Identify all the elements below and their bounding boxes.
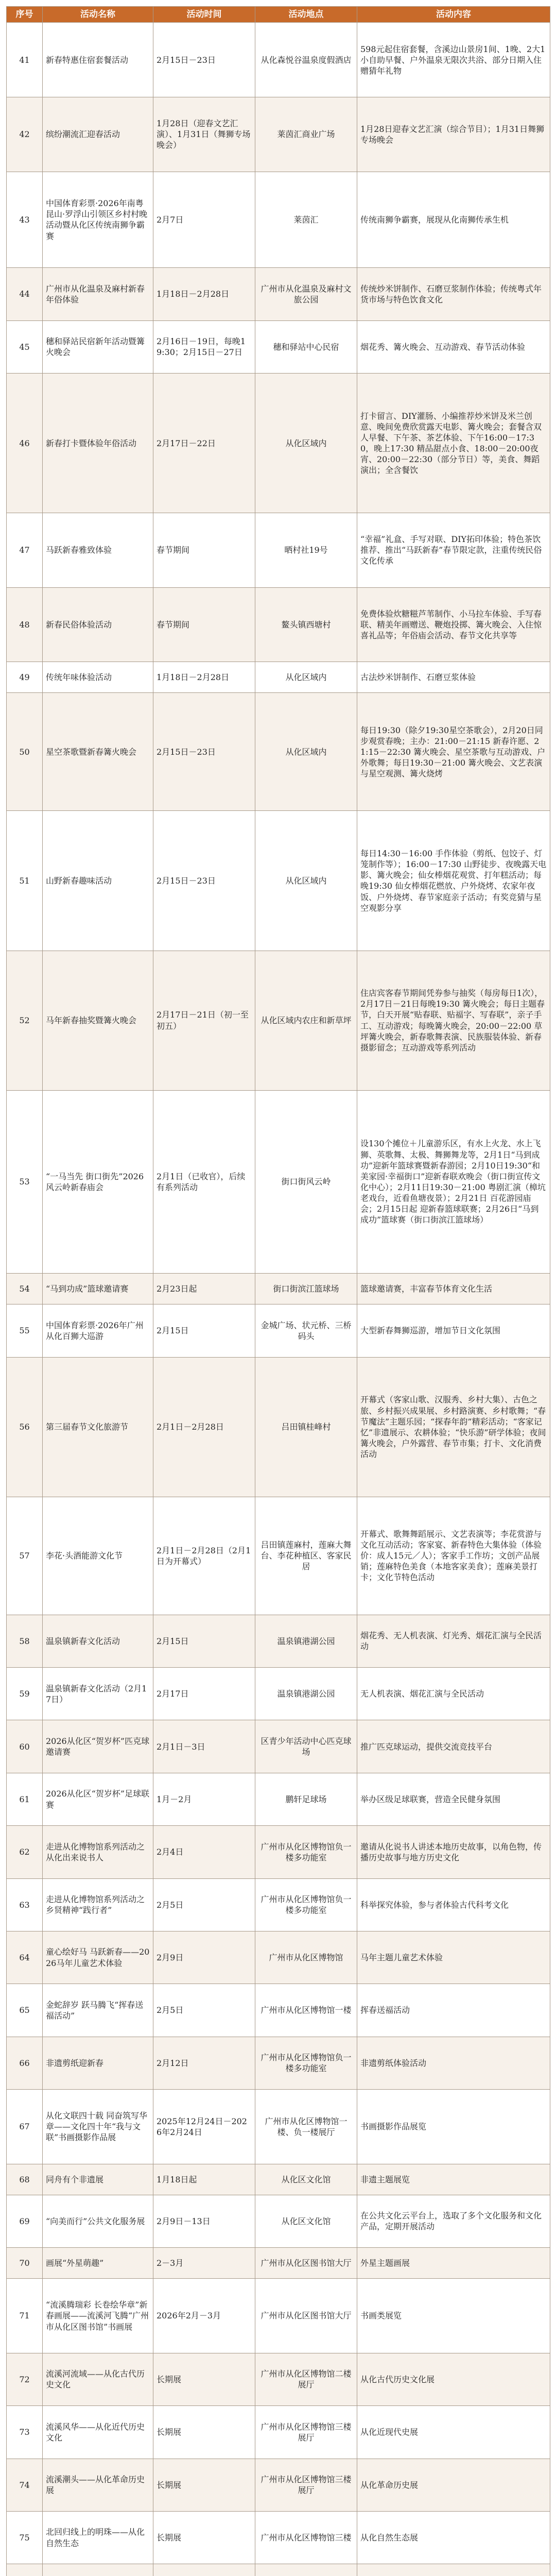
cell-activity-place: 温泉镇港湖公园	[255, 1668, 357, 1720]
cell-activity-name	[43, 2564, 153, 2576]
table-row	[7, 811, 550, 951]
cell-activity-place: 广州市从化区博物馆一楼、负一楼展厅	[255, 2089, 357, 2164]
cell-activity-place: 温泉镇港湖公园	[255, 1615, 357, 1667]
table-row	[7, 1720, 550, 1773]
cell-activity-place: 街口街滨江篮球场	[255, 1274, 357, 1304]
cell-activity-name: 从化文联四十载 同奋筑写华章——文化四十年“我与文联”书画摄影作品展	[43, 2089, 153, 2164]
cell-no	[7, 2564, 43, 2576]
cell-no: 50	[7, 693, 43, 811]
cell-no: 44	[7, 268, 43, 320]
table-row	[7, 97, 550, 172]
cell-activity-content: 推广匹克球运动，提供交流竞技平台	[357, 1720, 550, 1773]
table-row	[7, 1304, 550, 1357]
cell-activity-place: 广州市从化区博物馆负一楼多功能室	[255, 1878, 357, 1931]
cell-activity-time: 2月5日	[153, 1878, 255, 1931]
cell-activity-place: 鹏轩足球场	[255, 1773, 357, 1825]
cell-activity-time: 2月23日起	[153, 1274, 255, 1304]
cell-activity-time: 2月15日	[153, 1615, 255, 1667]
cell-activity-content: 打卡留言、DIY灌肠、小编推荐炒米饼及米兰创意、晚间免费欣赏露天电影、篝火晚会；套餐含双人早餐、下午茶、茶艺体验、下午16:00－17:30，晚上17:30 精品甜点小食、18:00－20:00夜宵、20:00－22:30（部分节日）等，美食、舞蹈演出；全含餐饮	[357, 374, 550, 513]
cell-activity-place: 晒村社19号	[255, 513, 357, 588]
cell-no: 45	[7, 320, 43, 373]
cell-activity-place: 从化区文化馆	[255, 2195, 357, 2247]
cell-no: 63	[7, 1878, 43, 1931]
cell-activity-name: 新春民俗体验活动	[43, 587, 153, 662]
cell-activity-content: 科举探究体验，参与者体验古代科考文化	[357, 1878, 550, 1931]
cell-no: 55	[7, 1304, 43, 1357]
cell-activity-content: 住店宾客春节期间凭券参与抽奖（每房每日1次），2月17日－21日每晚19:30 篝火晚会；每日主题春节，白天开展“贴春联、贴福字、写春联”，亲子手工、互动游戏；每晚篝火晚会，20:00－22:00 草坪篝火晚会，新春歌舞表演、民族服装体验、新春摄影留念；互动游戏等系列活动	[357, 951, 550, 1090]
cell-activity-name: 新春特惠住宿套餐活动	[43, 23, 153, 97]
cell-activity-content: 598元起住宿套餐，含溪边山景房1间、1晚、2大1小自助早餐、户外温泉无限次共浴、部分日期入住赠猜年礼物	[357, 23, 550, 97]
cell-no: 62	[7, 1826, 43, 1878]
table-row	[7, 320, 550, 373]
cell-activity-time: 2月15日－23日	[153, 811, 255, 951]
cell-no: 73	[7, 2406, 43, 2459]
cell-activity-name: 中国体育彩票·2026年广州从化百狮大巡游	[43, 1304, 153, 1357]
cell-no: 64	[7, 1931, 43, 1984]
cell-activity-name: 流溪风华——从化近代历史文化	[43, 2406, 153, 2459]
table-row	[7, 662, 550, 693]
cell-activity-name: “马到功成”篮球邀请赛	[43, 1274, 153, 1304]
header-name: 活动名称	[43, 7, 153, 23]
cell-activity-place: 吕田镇桂峰村	[255, 1357, 357, 1497]
cell-activity-name: “一马当先 街口街先”2026风云岭新春庙会	[43, 1090, 153, 1274]
table-row	[7, 1357, 550, 1497]
cell-no: 43	[7, 172, 43, 268]
cell-no: 65	[7, 1984, 43, 2037]
cell-activity-place: 区青少年活动中心匹克球场	[255, 1720, 357, 1773]
cell-activity-name: 李花·头酒能游文化节	[43, 1497, 153, 1615]
cell-activity-time: 1月－2月	[153, 1773, 255, 1825]
table-row	[7, 2037, 550, 2089]
cell-activity-content: 外星主题画展	[357, 2248, 550, 2279]
table-row	[7, 1773, 550, 1825]
cell-activity-place: 从化森悦谷温泉度假酒店	[255, 23, 357, 97]
cell-activity-place: 街口街风云岭	[255, 1090, 357, 1274]
cell-activity-name: 2026从化区“贺岁杯”匹克球邀请赛	[43, 1720, 153, 1773]
cell-activity-content: 每日19:30（除夕19:30星空茶歌会），2月20日同步观赏春晚；主办：21:00－21:15 新春许愿、21:15－22:30 篝火晚会、星空茶歌与互动游戏、户外歌舞；每日19:30－21:00 篝火晚会、文艺表演与星空观测、篝火烧烤	[357, 693, 550, 811]
cell-activity-name: 流溪潮头——从化革命历史展	[43, 2459, 153, 2511]
cell-activity-time: 长期展	[153, 2406, 255, 2459]
cell-activity-time: 2月17日	[153, 1668, 255, 1720]
cell-activity-time: 2月17日－22日	[153, 374, 255, 513]
cell-activity-place: 广州市从化区博物馆负一楼多功能室	[255, 1826, 357, 1878]
cell-activity-time: 2月15日－23日	[153, 23, 255, 97]
cell-no: 70	[7, 2248, 43, 2279]
cell-no: 74	[7, 2459, 43, 2511]
cell-no: 42	[7, 97, 43, 172]
table-row	[7, 1878, 550, 1931]
table-row	[7, 172, 550, 268]
cell-activity-place: 广州市从化区博物馆三楼展厅	[255, 2406, 357, 2459]
cell-activity-time	[153, 2564, 255, 2576]
cell-activity-name: 马年新春抽奖暨篝火晚会	[43, 951, 153, 1090]
cell-activity-place: 广州市从化区博物馆二楼展厅	[255, 2353, 357, 2405]
cell-activity-place: 广州市从化区博物馆三楼展厅	[255, 2459, 357, 2511]
table-row	[7, 2406, 550, 2459]
cell-activity-content: 马年主题儿童艺术体验	[357, 1931, 550, 1984]
cell-no: 57	[7, 1497, 43, 1615]
cell-activity-time: 2025年12月24日－2026年2月24日	[153, 2089, 255, 2164]
table-row	[7, 2564, 550, 2576]
cell-activity-place: 莱茵汇商业广场	[255, 97, 357, 172]
cell-activity-place: 穗和驿站中心民宿	[255, 320, 357, 373]
cell-activity-name: 第三届春节文化旅游节	[43, 1357, 153, 1497]
table-row	[7, 587, 550, 662]
cell-activity-time: 2月1日（已收官），后续有系列活动	[153, 1090, 255, 1274]
header-place: 活动地点	[255, 7, 357, 23]
cell-activity-place: 从化区域内	[255, 662, 357, 693]
cell-activity-content: 传统炒米饼制作、石磨豆浆制作体验；传统粤式年货市场与特色饮食文化	[357, 268, 550, 320]
table-row	[7, 1984, 550, 2037]
cell-activity-name: 流溪河流域——从化古代历史文化	[43, 2353, 153, 2405]
cell-activity-place: 从化区域内	[255, 693, 357, 811]
cell-no: 47	[7, 513, 43, 588]
cell-no: 48	[7, 587, 43, 662]
table-row	[7, 268, 550, 320]
cell-activity-content: 挥春送福活动	[357, 1984, 550, 2037]
cell-activity-content: 非遗剪纸体验活动	[357, 2037, 550, 2089]
cell-activity-name: “流溪腾瑞彩 长卷绘华章”新春画展——流溪河飞腾“广州市从化区图书馆”书画展	[43, 2279, 153, 2353]
cell-activity-content: 从化古代历史文化展	[357, 2353, 550, 2405]
cell-activity-name: 广州市从化温泉及麻村新春年俗体验	[43, 268, 153, 320]
cell-activity-content: 设130个摊位＋儿童游乐区，有水上火龙、水上飞狮、英歌舞、太极、舞狮舞龙等，2月1日“马到成功”迎新年篮球赛暨新春游园；2月10日19:30“和美家园·幸福街口”迎新春联欢晚会（街口街宣传文化中心）；2月11日19:30－21:00 粤剧汇演（樟坑老戏台，近看鱼塘夜景）；2月21日 百花游园庙会；2月15日起 迎新春篮球联赛；2月26日“马到成功”篮球赛（街口街滨江篮球场）	[357, 1090, 550, 1274]
cell-no: 51	[7, 811, 43, 951]
cell-activity-time: 2月1日－2月28日	[153, 1357, 255, 1497]
cell-activity-content: 在公共文化云平台上，选取了多个文化服务和文化产品，定期开展活动	[357, 2195, 550, 2247]
cell-activity-name: 温泉镇新春文化活动	[43, 1615, 153, 1667]
cell-activity-time: 2月15日－23日	[153, 693, 255, 811]
cell-activity-name: 中国体育彩票·2026年南粤昆山·罗浮山引领区乡村村晚活动暨从化区传统南狮争霸赛	[43, 172, 153, 268]
cell-activity-content: 烟花秀、无人机表演、灯光秀、烟花汇演与全民活动	[357, 1615, 550, 1667]
cell-activity-time: 春节期间	[153, 587, 255, 662]
cell-no: 46	[7, 374, 43, 513]
table-row	[7, 23, 550, 97]
table-row	[7, 1668, 550, 1720]
cell-activity-name: 画展“外星萌趣”	[43, 2248, 153, 2279]
cell-no: 75	[7, 2511, 43, 2564]
cell-no: 52	[7, 951, 43, 1090]
cell-activity-place: 从化区文化馆	[255, 2164, 357, 2195]
cell-activity-time: 2月17日－21日（初一至初五）	[153, 951, 255, 1090]
cell-activity-time: 2月15日	[153, 1304, 255, 1357]
cell-no: 59	[7, 1668, 43, 1720]
table-row	[7, 2279, 550, 2353]
table-row	[7, 2353, 550, 2405]
cell-activity-content: 传统南狮争霸赛，展现从化南狮传承生机	[357, 172, 550, 268]
cell-activity-place: 吕田镇莲麻村，莲麻大舞台、李花种植区、客家民居	[255, 1497, 357, 1615]
cell-activity-content: 无人机表演、烟花汇演与全民活动	[357, 1668, 550, 1720]
cell-activity-content: 烟花秀、篝火晚会、互动游戏、春节活动体验	[357, 320, 550, 373]
cell-activity-time: 长期展	[153, 2353, 255, 2405]
cell-activity-name: 北回归线上的明珠——从化自然生态	[43, 2511, 153, 2564]
cell-no: 58	[7, 1615, 43, 1667]
header-no: 序号	[7, 7, 43, 23]
cell-activity-name: 穗和驿站民宿新年活动暨篝火晚会	[43, 320, 153, 373]
cell-activity-place: 广州市从化区博物馆三楼	[255, 2511, 357, 2564]
table-row	[7, 2459, 550, 2511]
cell-activity-content: 邀请从化说书人讲述本地历史故事，以角色物，传播历史故事与地方历史文化	[357, 1826, 550, 1878]
table-row	[7, 2511, 550, 2564]
table-row	[7, 1826, 550, 1878]
cell-activity-content: 古法炒米饼制作、石磨豆浆体验	[357, 662, 550, 693]
cell-activity-name: 传统年味体验活动	[43, 662, 153, 693]
table-row	[7, 2089, 550, 2164]
table-row	[7, 693, 550, 811]
cell-activity-content: 开幕式、歌舞舞蹈展示、文艺表演等；李花赏游与文化互动活动；客家宴、新春特色大集体验（体验价：成人15元／人）；客家手工作坊；文创产品展销；莲麻特色美食（本地客家美食）；莲麻美景打卡；文化节特色活动	[357, 1497, 550, 1615]
cell-activity-time: 2月1日－2月28日（2月1日为开幕式）	[153, 1497, 255, 1615]
cell-activity-time: 春节期间	[153, 513, 255, 588]
cell-activity-content: 举办区级足球联赛，营造全民健身氛围	[357, 1773, 550, 1825]
cell-activity-name: 马跃新春雅致体验	[43, 513, 153, 588]
cell-activity-name: 星空茶歌暨新春篝火晚会	[43, 693, 153, 811]
cell-no: 60	[7, 1720, 43, 1773]
cell-activity-content: 开幕式（客家山歌、汉服秀、乡村大集）、古色之旅、乡村振兴成果展、乡村路演赛、乡村歌舞；“春节魔法”主题乐园；“探春年韵”精彩活动；“客家记忆”非遗展示、农耕体验；“快乐游”研学体验；夜间篝火晚会，户外露营、春节市集；打卡、文化消费活动	[357, 1357, 550, 1497]
activity-table	[6, 6, 550, 2576]
cell-activity-name: 新春打卡暨体验年俗活动	[43, 374, 153, 513]
cell-no: 68	[7, 2164, 43, 2195]
cell-activity-time: 2月1日－3日	[153, 1720, 255, 1773]
header-time: 活动时间	[153, 7, 255, 23]
cell-no: 67	[7, 2089, 43, 2164]
cell-activity-place: 广州市从化区图书馆大厅	[255, 2248, 357, 2279]
cell-activity-time: 1月18日－2月28日	[153, 268, 255, 320]
cell-activity-content: 非遗主题展览	[357, 2164, 550, 2195]
cell-activity-place: 广州市从化区博物馆	[255, 1931, 357, 1984]
cell-activity-place	[255, 2564, 357, 2576]
cell-activity-content: 从化近现代史展	[357, 2406, 550, 2459]
cell-activity-time: 1月18日－2月28日	[153, 662, 255, 693]
cell-no: 56	[7, 1357, 43, 1497]
cell-activity-time: 1月18日起	[153, 2164, 255, 2195]
cell-activity-content: 从化革命历史展	[357, 2459, 550, 2511]
cell-activity-content: “幸福”礼盒、手写对联、DIY拓印体验；特色茶饮推荐、推出“马跃新春”春节限定款，注重传统民俗文化传承	[357, 513, 550, 588]
cell-activity-time: 2－3月	[153, 2248, 255, 2279]
cell-activity-time: 2月7日	[153, 172, 255, 268]
cell-activity-place: 从化区域内	[255, 374, 357, 513]
cell-activity-content: 从化自然生态展	[357, 2511, 550, 2564]
cell-no: 61	[7, 1773, 43, 1825]
cell-no: 53	[7, 1090, 43, 1274]
cell-activity-name: 同舟有个非遗展	[43, 2164, 153, 2195]
cell-activity-place: 广州市从化区博物馆一楼	[255, 1984, 357, 2037]
cell-activity-time: 2月9日	[153, 1931, 255, 1984]
cell-activity-time: 长期展	[153, 2511, 255, 2564]
cell-activity-place: 鳌头镇西塘村	[255, 587, 357, 662]
cell-activity-place: 广州市从化温泉及麻村文旅公园	[255, 268, 357, 320]
cell-activity-name: 温泉镇新春文化活动（2月17日）	[43, 1668, 153, 1720]
cell-no: 69	[7, 2195, 43, 2247]
cell-no: 72	[7, 2353, 43, 2405]
cell-activity-time: 2月9日－13日	[153, 2195, 255, 2247]
table-row	[7, 2195, 550, 2247]
cell-activity-name: 童心绘好马 马跃新春——2026马年儿童艺术体验	[43, 1931, 153, 1984]
table-row	[7, 374, 550, 513]
cell-activity-time: 2月16日－19日，每晚19:30；2月15日－27日	[153, 320, 255, 373]
table-row	[7, 2164, 550, 2195]
cell-activity-place: 莱茵汇	[255, 172, 357, 268]
table-row	[7, 1497, 550, 1615]
cell-activity-place: 广州市从化区博物馆负一楼多功能室	[255, 2037, 357, 2089]
cell-activity-content: 免费体验炊糖糍芦苇制作、小马拉车体验、手写春联、精美年画赠送、鞭炮投掷、篝火晚会、入住惊喜礼品等；年俗庙会活动、春节文化共享等	[357, 587, 550, 662]
table-row	[7, 951, 550, 1090]
header-content: 活动内容	[357, 7, 550, 23]
cell-activity-name: 2026从化区“贺岁杯”足球联赛	[43, 1773, 153, 1825]
cell-activity-name: 山野新春趣味活动	[43, 811, 153, 951]
cell-activity-content	[357, 2564, 550, 2576]
table-row	[7, 1615, 550, 1667]
cell-activity-name: 非遗剪纸迎新春	[43, 2037, 153, 2089]
table-row	[7, 1090, 550, 1274]
cell-no: 66	[7, 2037, 43, 2089]
cell-no: 71	[7, 2279, 43, 2353]
cell-activity-name: 走进从化博物馆系列活动之从化出来说书人	[43, 1826, 153, 1878]
cell-activity-time: 长期展	[153, 2459, 255, 2511]
cell-activity-time: 2026年2月－3月	[153, 2279, 255, 2353]
cell-activity-time: 1月28日（迎春文艺汇演）、1月31日（舞狮专场晚会）	[153, 97, 255, 172]
cell-activity-content: 大型新春舞狮巡游，增加节日文化氛围	[357, 1304, 550, 1357]
cell-no: 54	[7, 1274, 43, 1304]
cell-activity-name: 缤纷潮流汇迎春活动	[43, 97, 153, 172]
cell-activity-content: 1月28日迎春文艺汇演（综合节目）；1月31日舞狮专场晚会	[357, 97, 550, 172]
cell-activity-content: 每日14:30－16:00 手作体验（剪纸、包饺子、灯笼制作等）；16:00－17:30 山野徒步、夜晚露天电影、篝火晚会；仙女棒烟花观赏、打年糕活动；每晚19:30 仙女棒烟花燃放、户外烧烤、农家年夜饭、户外烧烤、春节家庭亲子活动；有奖竞猜与星空观影分享	[357, 811, 550, 951]
cell-activity-time: 2月5日	[153, 1984, 255, 2037]
cell-no: 49	[7, 662, 43, 693]
cell-activity-content: 书画摄影作品展览	[357, 2089, 550, 2164]
cell-activity-place: 金城广场、状元桥、三桥码头	[255, 1304, 357, 1357]
cell-activity-place: 广州市从化区图书馆大厅	[255, 2279, 357, 2353]
cell-activity-name: 金蛇辞岁 跃马腾飞“挥春送福活动”	[43, 1984, 153, 2037]
cell-activity-content: 书画类展览	[357, 2279, 550, 2353]
cell-no: 41	[7, 23, 43, 97]
table-header-row	[7, 7, 550, 23]
table-row	[7, 1931, 550, 1984]
cell-activity-name: 走进从化博物馆系列活动之乡贤精神“践行者”	[43, 1878, 153, 1931]
cell-activity-place: 从化区域内农庄和新草坪	[255, 951, 357, 1090]
cell-activity-place: 从化区域内	[255, 811, 357, 951]
table-row	[7, 513, 550, 588]
cell-activity-time: 2月4日	[153, 1826, 255, 1878]
cell-activity-time: 2月12日	[153, 2037, 255, 2089]
cell-activity-name: “向美而行”公共文化服务展	[43, 2195, 153, 2247]
table-row	[7, 2248, 550, 2279]
cell-activity-content: 篮球邀请赛，丰富春节体育文化生活	[357, 1274, 550, 1304]
table-row	[7, 1274, 550, 1304]
